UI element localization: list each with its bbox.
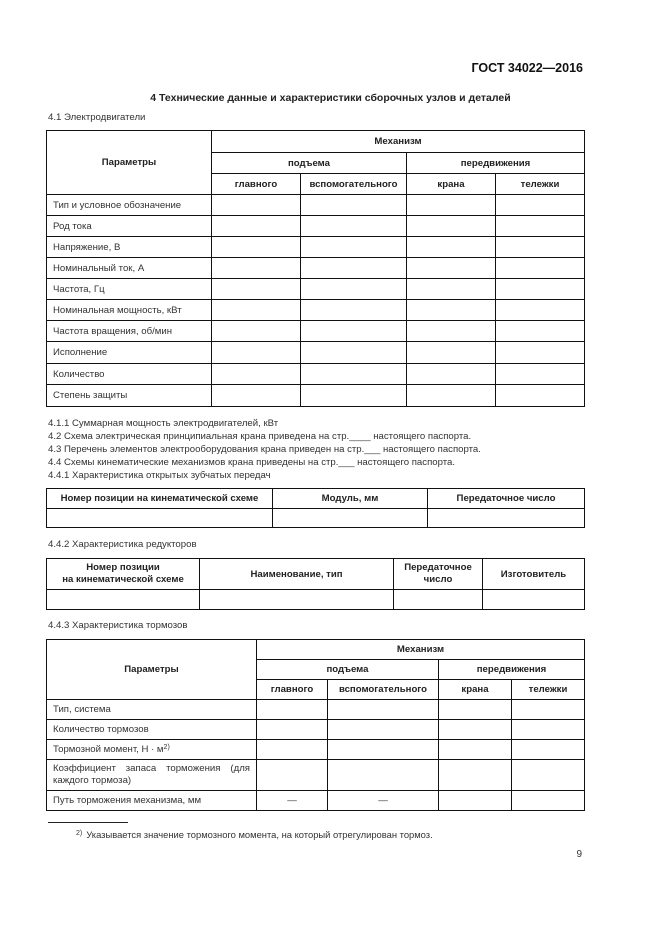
table-cell bbox=[301, 342, 407, 364]
table-cell bbox=[301, 216, 407, 237]
table-cell bbox=[496, 342, 585, 364]
table-cell bbox=[512, 740, 585, 760]
table-cell bbox=[439, 740, 512, 760]
table-cell bbox=[407, 258, 496, 279]
header-line: число bbox=[423, 574, 453, 585]
table-cell bbox=[407, 216, 496, 237]
table-cell bbox=[212, 237, 301, 258]
footnote-text: Указывается значение тормозного момента, на который отрегулирован тормоз. bbox=[86, 829, 433, 840]
table-cell bbox=[407, 342, 496, 364]
table-cell bbox=[212, 385, 301, 407]
paragraph-4-4-1: 4.4.1 Характеристика открытых зубчатых передач bbox=[48, 470, 271, 481]
table-row bbox=[47, 300, 585, 321]
subsection-title-4-1: 4.1 Электродвигатели bbox=[48, 112, 146, 123]
table-cell bbox=[301, 258, 407, 279]
table-cell bbox=[428, 509, 585, 528]
col-header-travel: передвижения bbox=[407, 153, 585, 174]
table-cell: — bbox=[257, 791, 328, 811]
table-cell bbox=[439, 700, 512, 720]
col-header-ratio bbox=[394, 559, 483, 590]
table-cell bbox=[407, 364, 496, 385]
col-header-main: главного bbox=[212, 174, 301, 195]
table-cell bbox=[512, 760, 585, 791]
table-cell bbox=[407, 195, 496, 216]
table-cell bbox=[212, 258, 301, 279]
col-header-trolley: тележки bbox=[512, 680, 585, 700]
table-cell bbox=[496, 237, 585, 258]
table-cell bbox=[257, 700, 328, 720]
row-label: Количество bbox=[47, 364, 212, 385]
table-row bbox=[47, 216, 585, 237]
table-row bbox=[47, 700, 585, 720]
table-cell bbox=[439, 791, 512, 811]
footnote-divider bbox=[48, 822, 128, 823]
table-cell bbox=[496, 385, 585, 407]
table-cell bbox=[496, 216, 585, 237]
header-line: Номер позиции bbox=[86, 562, 160, 573]
reducers-table bbox=[46, 558, 585, 610]
col-header-params: Параметры bbox=[47, 640, 257, 700]
table-cell bbox=[328, 700, 439, 720]
footnote-marker: 2) bbox=[76, 830, 83, 837]
table-row bbox=[47, 279, 585, 300]
table-cell bbox=[301, 300, 407, 321]
row-label: Степень защиты bbox=[47, 385, 212, 407]
table-cell bbox=[439, 760, 512, 791]
table-cell bbox=[512, 700, 585, 720]
table-cell bbox=[496, 321, 585, 342]
table-cell bbox=[212, 364, 301, 385]
table-cell bbox=[496, 279, 585, 300]
table-cell bbox=[496, 300, 585, 321]
col-header-lift: подъема bbox=[257, 660, 439, 680]
col-header-aux: вспомогательного bbox=[301, 174, 407, 195]
table-cell bbox=[257, 760, 328, 791]
table-cell bbox=[512, 720, 585, 740]
row-label-text: Тормозной момент, Н · м bbox=[53, 744, 164, 755]
table-cell bbox=[47, 590, 200, 610]
col-header-travel: передвижения bbox=[439, 660, 585, 680]
row-label: Частота, Гц bbox=[47, 279, 212, 300]
table-cell bbox=[328, 720, 439, 740]
paragraph-4-2: 4.2 Схема электрическая принципиальная крана приведена на стр.____ настоящего паспорта. bbox=[48, 431, 472, 442]
table-cell bbox=[483, 590, 585, 610]
row-label: Номинальный ток, А bbox=[47, 258, 212, 279]
paragraph-4-3: 4.3 Перечень элементов электрооборудования крана приведен на стр.___ настоящего паспорта. bbox=[48, 444, 481, 455]
col-header-ratio: Передаточное число bbox=[428, 489, 585, 509]
col-header-crane: крана bbox=[407, 174, 496, 195]
row-label: Исполнение bbox=[47, 342, 212, 364]
table-cell bbox=[439, 720, 512, 740]
col-header-aux: вспомогательного bbox=[328, 680, 439, 700]
table-cell bbox=[212, 195, 301, 216]
table-row bbox=[47, 321, 585, 342]
row-label: Путь торможения механизма, мм bbox=[47, 791, 257, 811]
footnote-ref: 2) bbox=[163, 744, 170, 751]
col-header-name-type: Наименование, тип bbox=[200, 559, 394, 590]
section-title: 4 Технические данные и характеристики сборочных узлов и деталей bbox=[150, 92, 511, 104]
motors-table bbox=[46, 130, 585, 407]
table-row bbox=[47, 791, 585, 811]
table-cell: — bbox=[328, 791, 439, 811]
table-cell bbox=[301, 195, 407, 216]
brakes-table bbox=[46, 639, 585, 811]
table-cell bbox=[407, 385, 496, 407]
col-header-params: Параметры bbox=[47, 131, 212, 195]
table-cell bbox=[200, 590, 394, 610]
col-header-mechanism: Механизм bbox=[212, 131, 585, 153]
open-gears-table bbox=[46, 488, 585, 528]
page-number: 9 bbox=[576, 849, 582, 860]
table-cell bbox=[301, 237, 407, 258]
table-cell bbox=[212, 216, 301, 237]
table-cell bbox=[407, 237, 496, 258]
table-cell bbox=[273, 509, 428, 528]
col-header-manufacturer: Изготовитель bbox=[483, 559, 585, 590]
table-cell bbox=[301, 279, 407, 300]
table-cell bbox=[496, 258, 585, 279]
row-label: Тип, система bbox=[47, 700, 257, 720]
row-label: Род тока bbox=[47, 216, 212, 237]
row-label: Количество тормозов bbox=[47, 720, 257, 740]
row-label bbox=[47, 740, 257, 760]
table-cell bbox=[301, 321, 407, 342]
table-row bbox=[47, 237, 585, 258]
col-header-mechanism: Механизм bbox=[257, 640, 585, 660]
table-cell bbox=[257, 720, 328, 740]
table-row bbox=[47, 760, 585, 791]
row-label: Коэффициент запаса торможения (для каждого тормоза) bbox=[47, 760, 257, 791]
row-label: Номинальная мощность, кВт bbox=[47, 300, 212, 321]
table-cell bbox=[328, 740, 439, 760]
paragraph-4-4: 4.4 Схемы кинематические механизмов крана приведены на стр.___ настоящего паспорта. bbox=[48, 457, 456, 468]
table-cell bbox=[212, 279, 301, 300]
header-line: на кинематической схеме bbox=[62, 574, 184, 585]
table-cell bbox=[212, 342, 301, 364]
table-row bbox=[47, 509, 585, 528]
table-row bbox=[47, 342, 585, 364]
table-cell bbox=[301, 385, 407, 407]
table-cell bbox=[407, 300, 496, 321]
paragraph-4-4-3: 4.4.3 Характеристика тормозов bbox=[48, 620, 188, 631]
table-row bbox=[47, 740, 585, 760]
table-cell bbox=[257, 740, 328, 760]
table-cell bbox=[512, 791, 585, 811]
table-cell bbox=[394, 590, 483, 610]
table-row bbox=[47, 720, 585, 740]
col-header-main: главного bbox=[257, 680, 328, 700]
col-header-lift: подъема bbox=[212, 153, 407, 174]
table-row bbox=[47, 590, 585, 610]
footnote bbox=[76, 829, 433, 840]
paragraph-4-1-1: 4.1.1 Суммарная мощность электродвигателей, кВт bbox=[48, 418, 279, 429]
col-header-crane: крана bbox=[439, 680, 512, 700]
col-header-module: Модуль, мм bbox=[273, 489, 428, 509]
table-cell bbox=[328, 760, 439, 791]
table-cell bbox=[407, 321, 496, 342]
table-row bbox=[47, 195, 585, 216]
col-header-position: Номер позиции на кинематической схеме bbox=[47, 489, 273, 509]
row-label: Напряжение, В bbox=[47, 237, 212, 258]
table-cell bbox=[407, 279, 496, 300]
table-cell bbox=[496, 364, 585, 385]
table-cell bbox=[47, 509, 273, 528]
table-row bbox=[47, 385, 585, 407]
table-cell bbox=[212, 321, 301, 342]
header-line: Передаточное bbox=[404, 562, 472, 573]
table-row bbox=[47, 258, 585, 279]
col-header-position bbox=[47, 559, 200, 590]
paragraph-4-4-2: 4.4.2 Характеристика редукторов bbox=[48, 539, 197, 550]
standard-code: ГОСТ 34022—2016 bbox=[471, 61, 583, 75]
table-cell bbox=[301, 364, 407, 385]
row-label: Тип и условное обозначение bbox=[47, 195, 212, 216]
table-cell bbox=[212, 300, 301, 321]
col-header-trolley: тележки bbox=[496, 174, 585, 195]
table-row bbox=[47, 364, 585, 385]
row-label: Частота вращения, об/мин bbox=[47, 321, 212, 342]
table-cell bbox=[496, 195, 585, 216]
